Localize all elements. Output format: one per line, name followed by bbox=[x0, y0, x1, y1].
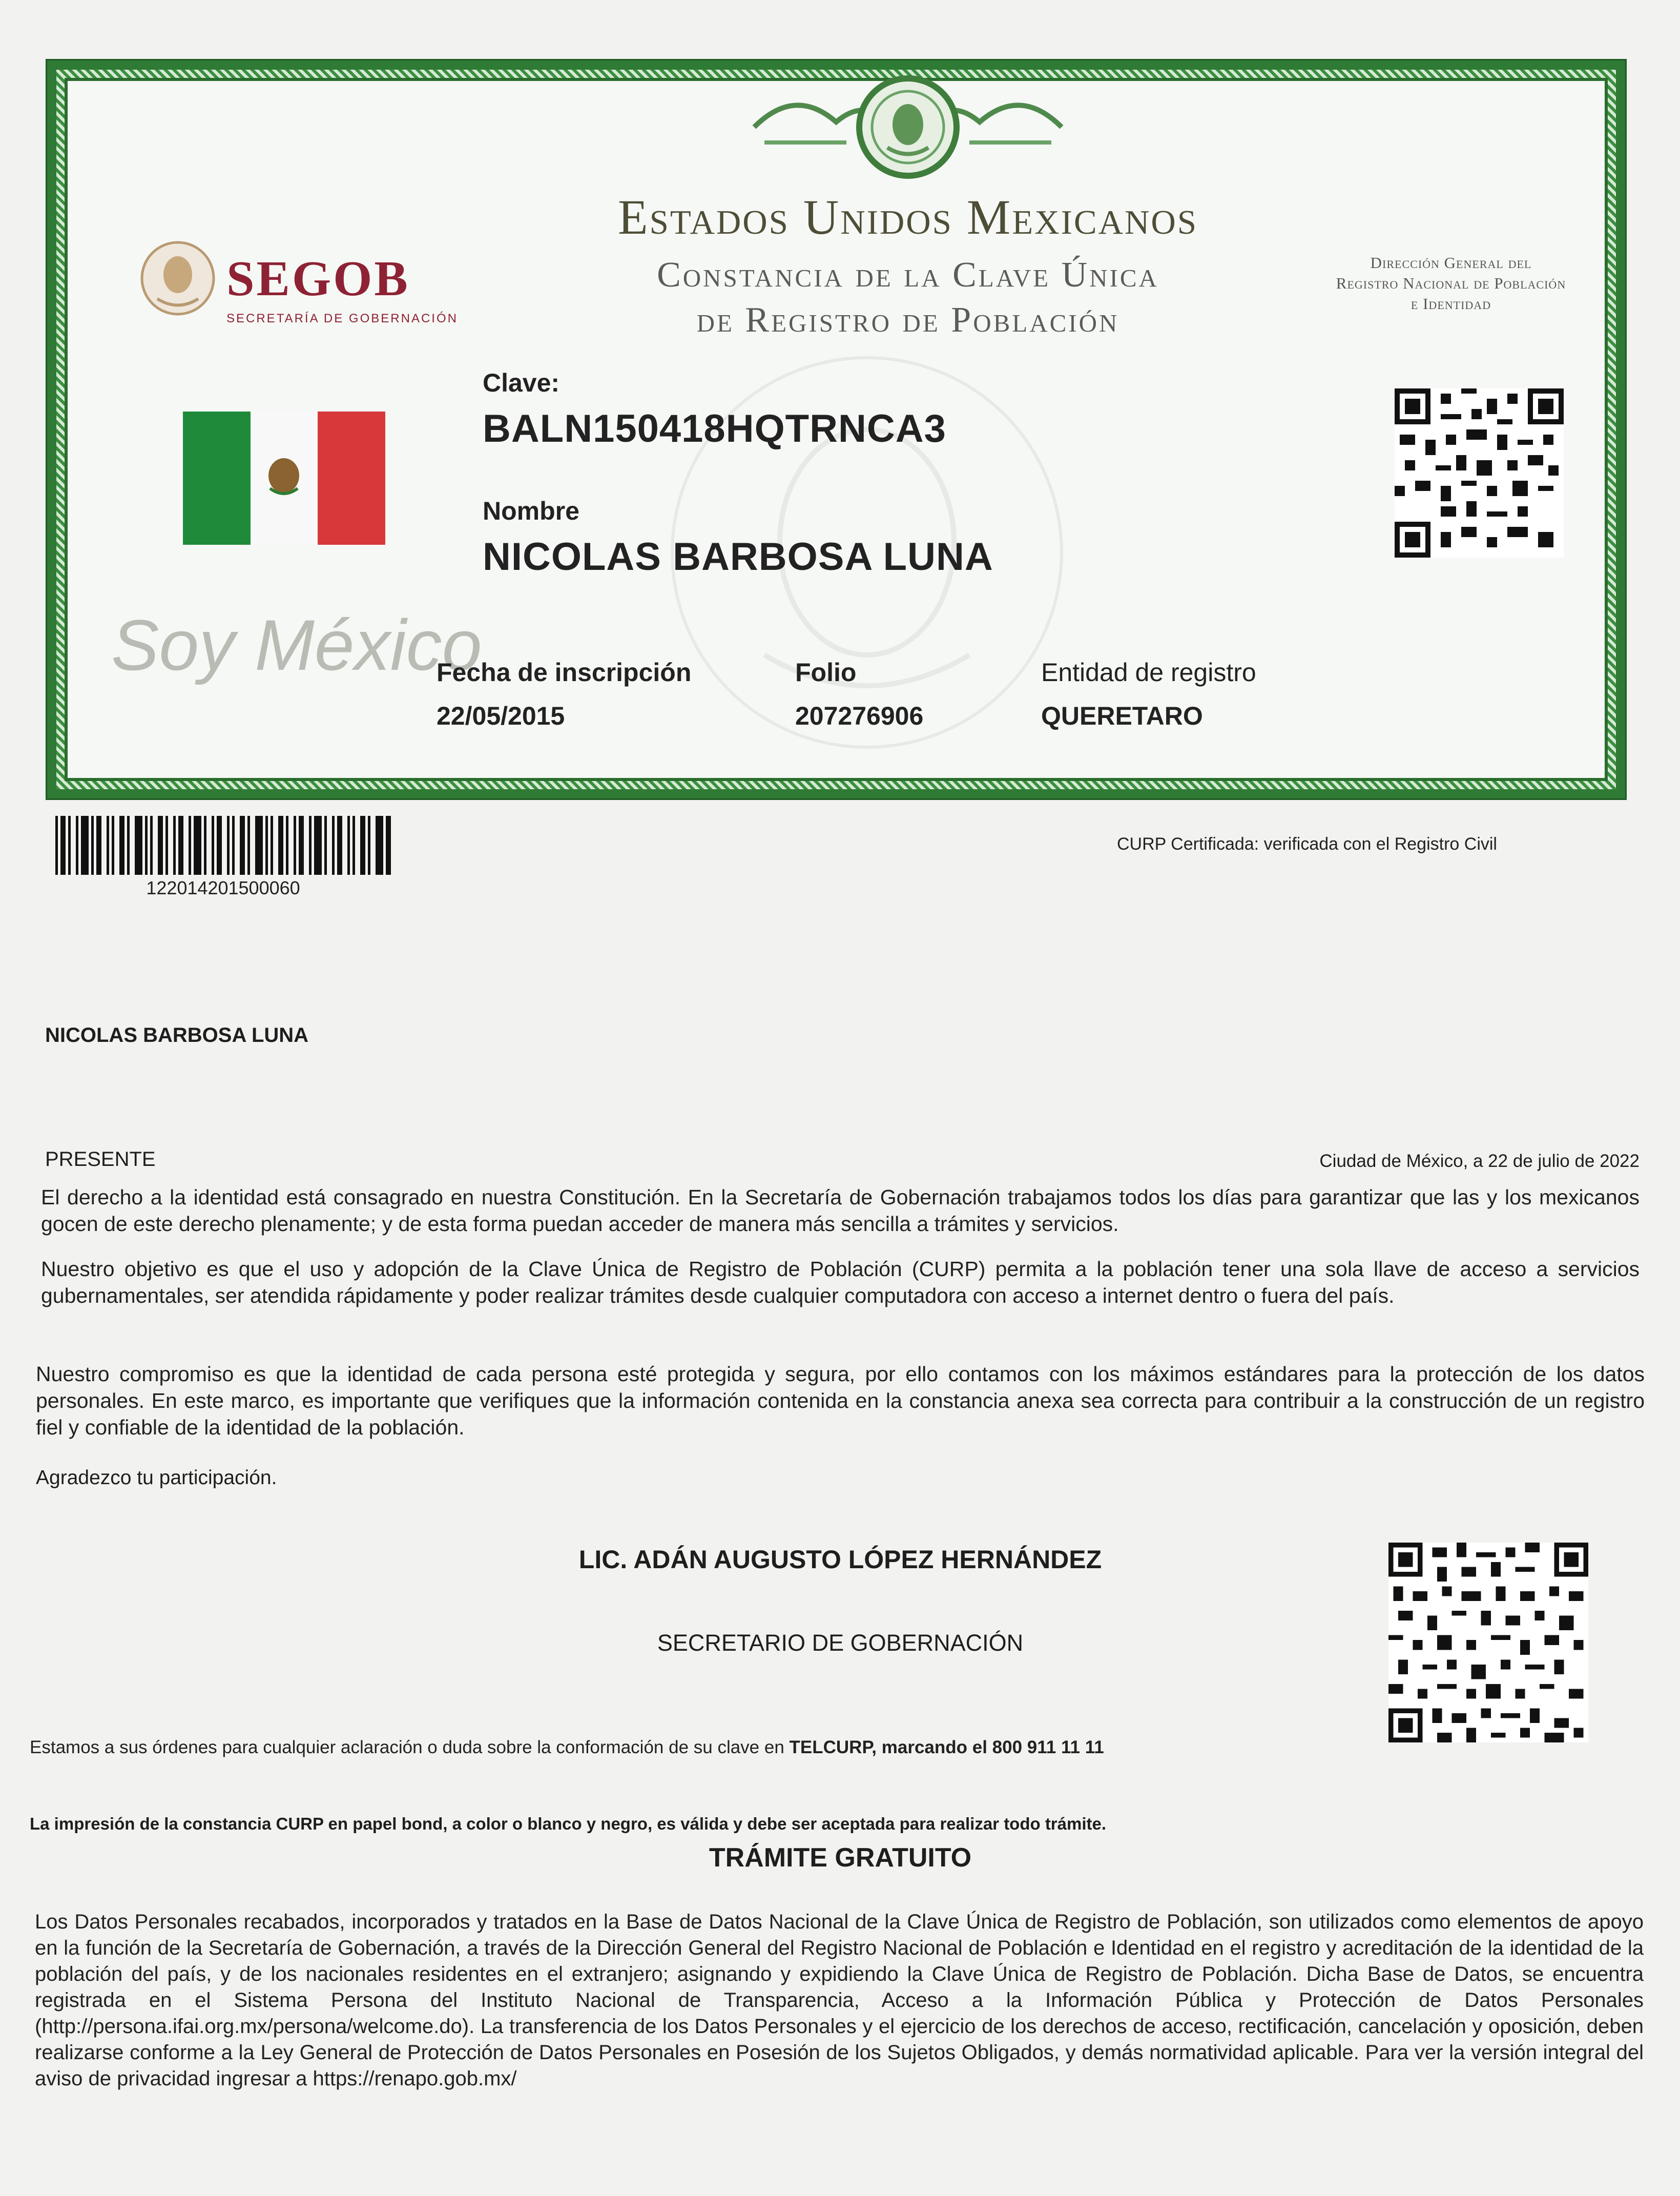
dgrnpi-line3: e Identidad bbox=[1411, 295, 1491, 313]
folio-label: Folio bbox=[795, 658, 857, 687]
telcurp-line bbox=[30, 1737, 1104, 1758]
paragraph-2: Nuestro objetivo es que el uso y adopción de la Clave Única de Registro de Población (CURP) permita a la población tener una sola llave de acceso a servicios gubernamentales, ser atendida rápidamente y poder realizar trámites desde cualquier computadora con acceso a internet dentro o fuera del país. bbox=[41, 1257, 1640, 1307]
curp-certified-note: CURP Certificada: verificada con el Registro Civil bbox=[1117, 834, 1497, 854]
document-title-line1: Constancia de la Clave Única bbox=[657, 255, 1159, 295]
curp-certificate bbox=[47, 60, 1625, 798]
dgrnpi-heading bbox=[1256, 253, 1646, 314]
document-title bbox=[426, 253, 1389, 343]
letter-recipient: NICOLAS BARBOSA LUNA bbox=[45, 1024, 309, 1046]
folio-value: 207276906 bbox=[795, 702, 924, 730]
clave-value: BALN150418HQTRNCA3 bbox=[483, 407, 946, 450]
signer-title: SECRETARIO DE GOBERNACIÓN bbox=[657, 1630, 1024, 1656]
clave-label: Clave: bbox=[483, 368, 560, 397]
segob-logo-text: SEGOB bbox=[226, 251, 410, 306]
place-date: Ciudad de México, a 22 de julio de 2022 bbox=[1319, 1151, 1640, 1171]
presente-label: PRESENTE bbox=[45, 1148, 156, 1171]
coat-of-arms-ornament bbox=[734, 66, 1082, 189]
mexican-flag-icon bbox=[183, 412, 385, 545]
dgrnpi-line1: Dirección General del bbox=[1370, 254, 1532, 272]
fecha-label: Fecha de inscripción bbox=[437, 658, 692, 687]
soy-mexico-slogan: Soy México bbox=[111, 605, 482, 685]
paragraph-1: El derecho a la identidad está consagrado en nuestra Constitución. En la Secretaría de Gobernación trabajamos todos los días para garantizar que las y los mexicanos gocen de este derecho plenamente; y de esta forma puedan acceder de manera más sencilla a trámites y servicios. bbox=[41, 1185, 1640, 1236]
tramite-gratuito: TRÁMITE GRATUITO bbox=[709, 1843, 972, 1873]
country-title: Estados Unidos Mexicanos bbox=[617, 190, 1198, 244]
barcode bbox=[55, 816, 391, 875]
entidad-label: Entidad de registro bbox=[1041, 658, 1256, 687]
certificate-body bbox=[68, 81, 1605, 778]
privacy-notice: Los Datos Personales recabados, incorporados y tratados en la Base de Datos Nacional de la Clave Única de Registro de Población, son utilizados como elementos de apoyo en la función de la Secretaría de Gobernación, a través de la Dirección General del Registro Nacional de Población e Identidad en el registro y acreditación de la identidad de la población del país, y de los nacionales residentes en el extranjero; asignando y expidiendo la Clave Única de Registro de Población. Dicha Base de Datos, se encuentra registrada en el Sistema Persona del Instituto Nacional de Transparencia, Acceso a la Información Pública y Protección de Datos Personales (http://persona.ifai.org.mx/persona/welcome.do). La transferencia de los Datos Personales y el ejercicio de los derechos de acceso, rectificación, cancelación y oposición, deben realizarse conforme a la Ley General de Protección de Datos Personales en Posesión de los Sujetos Obligados, y demás normatividad aplicable. Para ver la versión integral del aviso de privacidad ingresar a https://renapo.gob.mx/ bbox=[35, 1911, 1644, 2090]
signature-qr-code bbox=[1388, 1543, 1588, 1742]
telcurp-phone: TELCURP, marcando el 800 911 11 11 bbox=[789, 1737, 1104, 1757]
fecha-value: 22/05/2015 bbox=[437, 702, 565, 730]
segob-eagle-icon bbox=[139, 240, 216, 317]
entidad-value: QUERETARO bbox=[1041, 702, 1203, 730]
paragraph-3: Nuestro compromiso es que la identidad de cada persona esté protegida y segura, por ello contamos con los máximos estándares para la protección de los datos personales. En este marco, es importante que verifiques que la información contenida en la constancia anexa sea correcta para contribuir a la construcción de un registro fiel y confiable de la identidad de la población. bbox=[36, 1362, 1645, 1439]
signer-name: LIC. ADÁN AUGUSTO LÓPEZ HERNÁNDEZ bbox=[578, 1545, 1102, 1574]
nombre-label: Nombre bbox=[483, 497, 579, 525]
impresion-note: La impresión de la constancia CURP en papel bond, a color o blanco y negro, es válida y debe ser aceptada para realizar todo trámite. bbox=[30, 1814, 1107, 1833]
qr-code bbox=[1395, 388, 1564, 558]
nombre-value: NICOLAS BARBOSA LUNA bbox=[483, 535, 993, 579]
dgrnpi-line2: Registro Nacional de Población bbox=[1336, 274, 1566, 292]
telcurp-text: Estamos a sus órdenes para cualquier aclaración o duda sobre la conformación de su clave en bbox=[30, 1737, 790, 1757]
document-title-line2: de Registro de Población bbox=[696, 300, 1119, 340]
thanks-line: Agradezco tu participación. bbox=[36, 1467, 277, 1489]
barcode-number: 122014201500060 bbox=[146, 877, 300, 898]
segob-logo-subtitle: SECRETARÍA DE GOBERNACIÓN bbox=[226, 312, 458, 325]
